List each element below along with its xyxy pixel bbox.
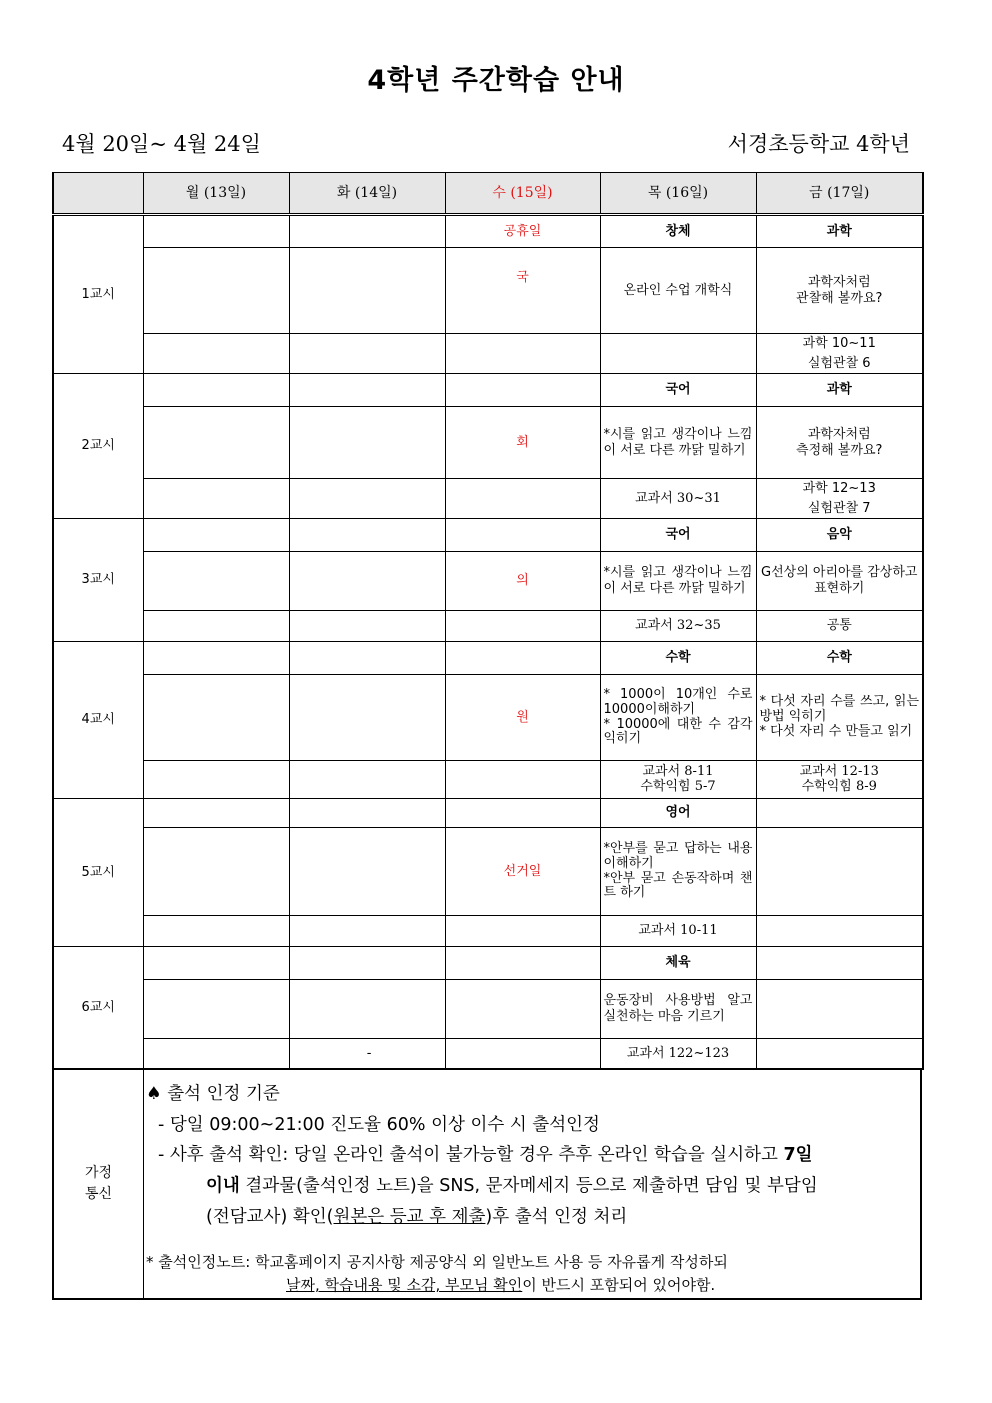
cell [289,947,445,980]
lesson-desc: 과학자처럼 관찰해 볼까요? [756,248,923,334]
notice-body [146,1079,914,1297]
cell [143,761,289,799]
cell [143,215,289,248]
cell [445,519,600,552]
cell [143,980,289,1039]
textbook-pages: 과학 12~13 실험관찰 7 [756,479,923,519]
day-header-thu: 목 (16일) [600,173,756,215]
holiday-char: 원 [445,675,600,761]
holiday-char: 선거일 [445,828,600,916]
textbook-pages: 교과서 8-11 수학익힘 5-7 [600,761,756,799]
header-row [53,173,923,215]
cell [143,519,289,552]
lesson-desc: *시를 읽고 생각이나 느낌이 서로 다른 까닭 밀하기 [600,407,756,479]
cell [445,799,600,828]
subject-cell: 영어 [600,799,756,828]
cell [289,248,445,334]
cell [445,1039,600,1070]
notice-footnote: * 출석인정노트: 학교홈페이지 공지사항 제공양식 외 일반노트 사용 등 자유롭게 작성하되 [146,1253,728,1272]
period-label: 1교시 [53,215,143,374]
lesson-desc: 온라인 수업 개학식 [600,248,756,334]
period-label: 3교시 [53,519,143,642]
page-title: 4학년 주간학습 안내 [367,65,625,96]
day-header-mon: 월 (13일) [143,173,289,215]
textbook-pages: 과학 10~11 실험관찰 6 [756,334,923,374]
cell [143,407,289,479]
textbook-pages [756,1039,923,1070]
cell [600,334,756,374]
notice-text: 결과물(출석인정 노트)을 SNS, 문자메세지 등으로 제출하면 담임 및 부담임 [239,1175,818,1196]
notice-text: (전담교사) 확인( [206,1206,334,1227]
notice-text: 이 반드시 포함되어 있어야함. [522,1276,716,1295]
notice-underline: 날짜, 학습내용 및 소감, 부모님 확인 [286,1276,523,1295]
cell [289,761,445,799]
dash-mark: - [289,1039,445,1070]
cell [289,374,445,407]
textbook-pages: 교과서 32~35 [600,611,756,642]
notice-heading: ♠ 출석 인정 기준 [146,1084,280,1104]
notice-footnote [146,1274,914,1297]
notice-line [146,1202,914,1233]
subject-cell: 음악 [756,519,923,552]
day-header-wed: 수 (15일) [445,173,600,215]
cell [289,552,445,611]
cell [143,799,289,828]
day-header-tue: 화 (14일) [289,173,445,215]
cell [445,334,600,374]
notice-underline: 원본은 등교 후 제출 [333,1206,486,1227]
cell [445,611,600,642]
notice-line [146,1140,914,1171]
cell [289,519,445,552]
cell [143,1039,289,1070]
lesson-desc: 운동장비 사용방법 알고 실천하는 마음 기르기 [600,980,756,1039]
textbook-pages [756,916,923,947]
subject-cell: 수학 [756,642,923,675]
header-corner [53,173,143,215]
period-label: 6교시 [53,947,143,1070]
home-notice [52,1068,922,1300]
period-label: 5교시 [53,799,143,947]
notice-emphasis: 7일 [783,1145,813,1166]
lesson-desc: G선상의 아리아를 감상하고 표현하기 [756,552,923,611]
lesson-desc: * 1000이 10개인 수로 10000이해하기 * 10000에 대한 수 감각 익히기 [600,675,756,761]
lesson-desc: *시를 읽고 생각이나 느낌이 서로 다른 까닭 밀하기 [600,552,756,611]
cell [143,916,289,947]
holiday-char: 의 [445,552,600,611]
cell [445,916,600,947]
cell [143,611,289,642]
cell [445,642,600,675]
cell [289,642,445,675]
textbook-pages: 교과서 30~31 [600,479,756,519]
subject-cell: 국어 [600,374,756,407]
textbook-pages: 교과서 10-11 [600,916,756,947]
subject-cell: 과학 [756,374,923,407]
cell [445,374,600,407]
holiday-char: 국 [445,248,600,334]
textbook-pages: 공통 [756,611,923,642]
period-label: 4교시 [53,642,143,799]
lesson-desc: *안부를 묻고 답하는 내용 이해하기 *안부 묻고 손동작하며 챈트 하기 [600,828,756,916]
notice-line [146,1171,914,1202]
lesson-desc: 과학자처럼 측정해 볼까요? [756,407,923,479]
cell [143,374,289,407]
subject-cell: 체육 [600,947,756,980]
cell [289,675,445,761]
subject-cell: 과학 [756,215,923,248]
cell [289,407,445,479]
cell [143,675,289,761]
notice-line: - 당일 09:00~21:00 진도율 60% 이상 이수 시 출석인정 [158,1114,600,1135]
period-label: 2교시 [53,374,143,519]
cell [289,611,445,642]
cell [289,980,445,1039]
cell [143,479,289,519]
lesson-desc [756,828,923,916]
cell [143,552,289,611]
cell [143,248,289,334]
cell [143,947,289,980]
cell [289,799,445,828]
weekly-schedule-table [52,172,924,1070]
notice-text: - 사후 출석 확인: 당일 온라인 출석이 불가능할 경우 추후 온라인 학습을 실시하고 [158,1145,784,1166]
subject-cell: 국어 [600,519,756,552]
subject-cell: 창체 [600,215,756,248]
textbook-pages: 교과서 122~123 [600,1039,756,1070]
cell [143,828,289,916]
lesson-desc [756,980,923,1039]
holiday-label: 공휴일 [445,215,600,248]
notice-label: 가정 통신 [54,1069,144,1298]
cell [143,334,289,374]
cell [289,334,445,374]
notice-emphasis: 이내 [206,1175,240,1196]
subject-cell [756,799,923,828]
subject-cell: 수학 [600,642,756,675]
notice-text: )후 출석 인정 처리 [485,1206,628,1227]
school-name: 서경초등학교 4학년 [727,132,910,156]
cell [143,642,289,675]
date-range: 4월 20일~ 4월 24일 [62,132,261,156]
cell [445,761,600,799]
textbook-pages: 교과서 12-13 수학익힘 8-9 [756,761,923,799]
cell [445,980,600,1039]
cell [445,479,600,519]
cell [289,215,445,248]
cell [289,916,445,947]
holiday-char: 회 [445,407,600,479]
lesson-desc: * 다섯 자리 수를 쓰고, 읽는 방법 익히기 * 다섯 자리 수 만들고 읽기 [756,675,923,761]
cell [289,828,445,916]
day-header-fri: 금 (17일) [756,173,923,215]
cell [289,479,445,519]
subject-cell [756,947,923,980]
cell [445,947,600,980]
